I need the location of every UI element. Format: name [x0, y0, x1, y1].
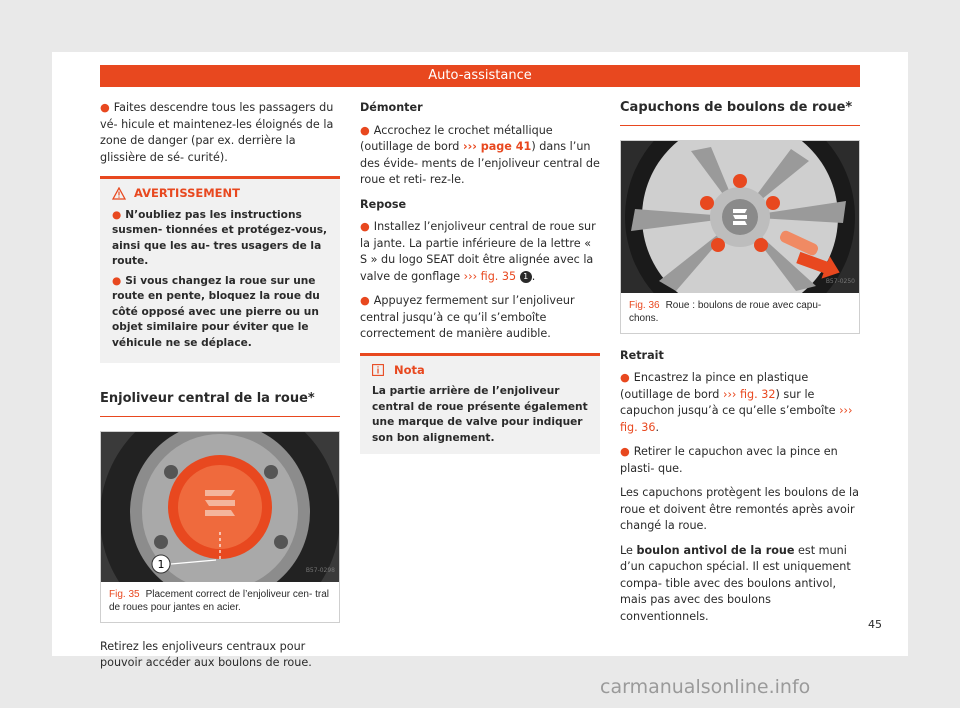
figure-number: Fig. 36 [629, 299, 660, 311]
warning-title [112, 185, 330, 202]
antitheft-text-a: Le [620, 543, 633, 557]
note-text: La partie arrière de l’enjoliveur central de roue présente également une marque de valve pour indiquer son bon alignement. [372, 385, 588, 444]
watermark: carmanualsonline.info [600, 676, 811, 698]
retrait-text-a: Encastrez la pince en plastique (outillage de bord [620, 371, 809, 401]
note-title [372, 362, 590, 379]
figure-36-image [621, 141, 859, 293]
column-2 [360, 100, 600, 454]
note-title-text: Nota [394, 362, 425, 377]
bullet-icon: ● [100, 101, 110, 114]
fig-32-link[interactable]: ››› fig. 32 [722, 387, 776, 401]
warning-triangle-icon [112, 187, 126, 200]
wheel-illustration [621, 141, 859, 293]
figure-caption [621, 293, 859, 333]
chapter-header: Auto-assistance [100, 65, 860, 87]
repose-heading: Repose [360, 197, 407, 211]
bullet-icon: ● [112, 208, 122, 221]
figure-caption-text: Placement correct de l’enjoliveur cen- tral de roues pour jantes en acier. [109, 588, 329, 613]
bullet-icon: ● [360, 123, 370, 137]
demonter-paragraph [360, 123, 600, 189]
outro-paragraph: Retirez les enjoliveurs centraux pour pouvoir accéder aux boulons de roue. [100, 639, 312, 669]
hubcap-illustration [101, 432, 339, 582]
bullet-icon: ● [620, 445, 630, 458]
retrait-text-2: Retirer le capuchon avec la pince en plasti- que. [620, 445, 838, 475]
warning-item [112, 208, 330, 270]
figure-caption-text: Roue : boulons de roue avec capu- chons. [629, 299, 822, 324]
retrait-paragraph-2 [620, 444, 860, 477]
retrait-text-b: ) sur le capuchon jusqu’à ce qu’elle s’emboîte [620, 387, 836, 417]
fig-36-link[interactable]: ››› fig. 36 [620, 404, 853, 434]
retrait-paragraph-1: ● Encastrez la pince en plastique (outillage de bord ››› fig. 32) sur le capuchon jusqu’à ce qu’elle s’emboîte ››› fig. 36. [620, 371, 853, 434]
retrait-heading: Retrait [620, 348, 664, 362]
figure-callout: 1 [157, 557, 165, 571]
demonter-heading: Démonter [360, 101, 423, 114]
figure-36 [620, 140, 860, 334]
bullet-icon: ● [360, 294, 370, 307]
bullet-icon: ● [620, 371, 630, 384]
section-title-hubcap: Enjoliveur central de la roue* [100, 391, 340, 417]
figure-35-image [101, 432, 339, 582]
intro-text: Faites descendre tous les passagers du vé- hicule et maintenez-les éloignés de la zone de danger (par ex. derrière la glissière de sé- curité). [100, 101, 334, 164]
section-title-bolt-caps: Capuchons de boulons de roue* [620, 100, 860, 126]
antitheft-text-b: est muni d’un capuchon spécial. Il est uniquement compa- tible avec des boulons antivol, mais pas avec des boulons conventionnels. [620, 543, 851, 623]
caps-paragraph: Les capuchons protègent les boulons de la roue et doivent être remontés après avoir changé la roue. [620, 486, 859, 532]
warning-item-text: N’oubliez pas les instructions susmen- tionnées et protégez-vous, ainsi que les au- tres usagers de la route. [112, 208, 328, 267]
warning-box [100, 176, 340, 363]
repose-text-a: Installez l’enjoliveur central de roue sur la jante. La partie inférieure de la lettre « S » du logo SEAT doit être alignée avec la valve de gonflage [360, 220, 596, 283]
figure-ref: B57-0298 [305, 567, 335, 574]
warning-item [112, 274, 330, 352]
repose-text-2: Appuyez fermement sur l’enjoliveur central jusqu’à ce qu’il s’emboîte correctement de manière audible. [360, 294, 575, 340]
demonter-text-a: Accrochez le crochet métallique (outillage de bord [360, 123, 553, 153]
intro-paragraph [100, 100, 340, 166]
callout-number: 1 [520, 271, 532, 283]
figure-number: Fig. 35 [109, 588, 140, 600]
figure-35 [100, 431, 340, 623]
fig-35-link[interactable]: ››› fig. 35 [463, 269, 517, 283]
demonter-text-b: ) dans l’un des évide- ments de l’enjoliveur central de roue et reti- rez-le. [360, 140, 600, 186]
column-1 [100, 100, 340, 680]
bullet-icon: ● [112, 274, 122, 287]
info-icon [372, 364, 384, 376]
warning-item-text: Si vous changez la roue sur une route en pente, bloquez la roue du côté opposé avec une pierre ou un objet similaire pour éviter que le véhicule ne se déplace. [112, 274, 320, 349]
column-3 [620, 100, 860, 633]
figure-caption [101, 582, 339, 622]
page-link[interactable]: ››› page 41 [462, 140, 532, 153]
figure-ref: B57-0250 [825, 278, 855, 285]
repose-paragraph-2 [360, 293, 600, 343]
antitheft-paragraph [620, 543, 860, 626]
bullet-icon: ● [360, 220, 370, 233]
antitheft-bold: boulon antivol de la roue [636, 543, 795, 557]
page-number: 45 [868, 618, 882, 631]
note-box [360, 353, 600, 455]
warning-title-text: AVERTISSEMENT [134, 186, 241, 200]
repose-paragraph-1: ● Installez l’enjoliveur central de roue sur la jante. La partie inférieure de la lettre « S » du logo SEAT doit être alignée avec la valve de gonflage ››› fig. 35 1 . [360, 220, 596, 283]
